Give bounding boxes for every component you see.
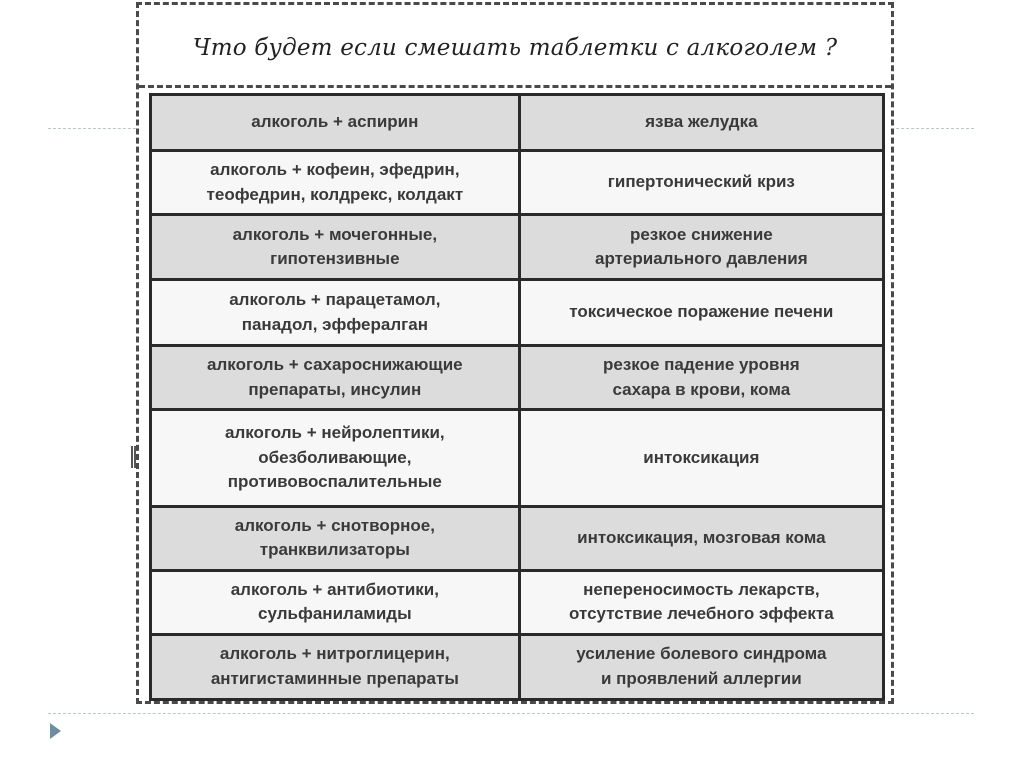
effect-cell: резкое снижение артериального давления bbox=[519, 215, 883, 280]
table-row bbox=[151, 346, 884, 410]
combination-cell: алкоголь + нейролептики, обезболивающие, противовоспалительные bbox=[151, 410, 520, 506]
table-row bbox=[151, 280, 884, 346]
page-title: Что будет если смешать таблетки с алкоголем ? bbox=[192, 35, 838, 61]
effect-cell: непереносимость лекарств, отсутствие лечебного эффекта bbox=[519, 570, 883, 634]
effect-cell: усиление болевого синдрома и проявлений аллергии bbox=[519, 634, 883, 699]
table-row bbox=[151, 570, 884, 634]
table-row bbox=[151, 506, 884, 570]
table-row bbox=[151, 410, 884, 506]
table-row bbox=[151, 151, 884, 215]
slide-guide-line-bottom bbox=[48, 713, 974, 714]
combination-cell: алкоголь + кофеин, эфедрин, теофедрин, колдрекс, колдакт bbox=[151, 151, 520, 215]
drug-alcohol-interaction-table bbox=[149, 93, 885, 701]
document-frame bbox=[136, 2, 894, 704]
table-row bbox=[151, 95, 884, 151]
effect-cell: гипертонический криз bbox=[519, 151, 883, 215]
effect-cell: токсическое поражение печени bbox=[519, 280, 883, 346]
effect-cell: язва желудка bbox=[519, 95, 883, 151]
combination-cell: алкоголь + снотворное, транквилизаторы bbox=[151, 506, 520, 570]
combination-cell: алкоголь + парацетамол, панадол, эффералган bbox=[151, 280, 520, 346]
title-band bbox=[139, 5, 891, 88]
effect-cell: резкое падение уровня сахара в крови, кома bbox=[519, 346, 883, 410]
effect-cell: интоксикация bbox=[519, 410, 883, 506]
combination-cell: алкоголь + антибиотики, сульфаниламиды bbox=[151, 570, 520, 634]
table-row bbox=[151, 215, 884, 280]
table-row bbox=[151, 634, 884, 699]
combination-cell: алкоголь + нитроглицерин, антигистаминные препараты bbox=[151, 634, 520, 699]
slide-nav-arrow-icon[interactable] bbox=[50, 723, 61, 739]
combination-cell: алкоголь + мочегонные, гипотензивные bbox=[151, 215, 520, 280]
effect-cell: интоксикация, мозговая кома bbox=[519, 506, 883, 570]
combination-cell: алкоголь + сахароснижающие препараты, инсулин bbox=[151, 346, 520, 410]
combination-cell: алкоголь + аспирин bbox=[151, 95, 520, 151]
